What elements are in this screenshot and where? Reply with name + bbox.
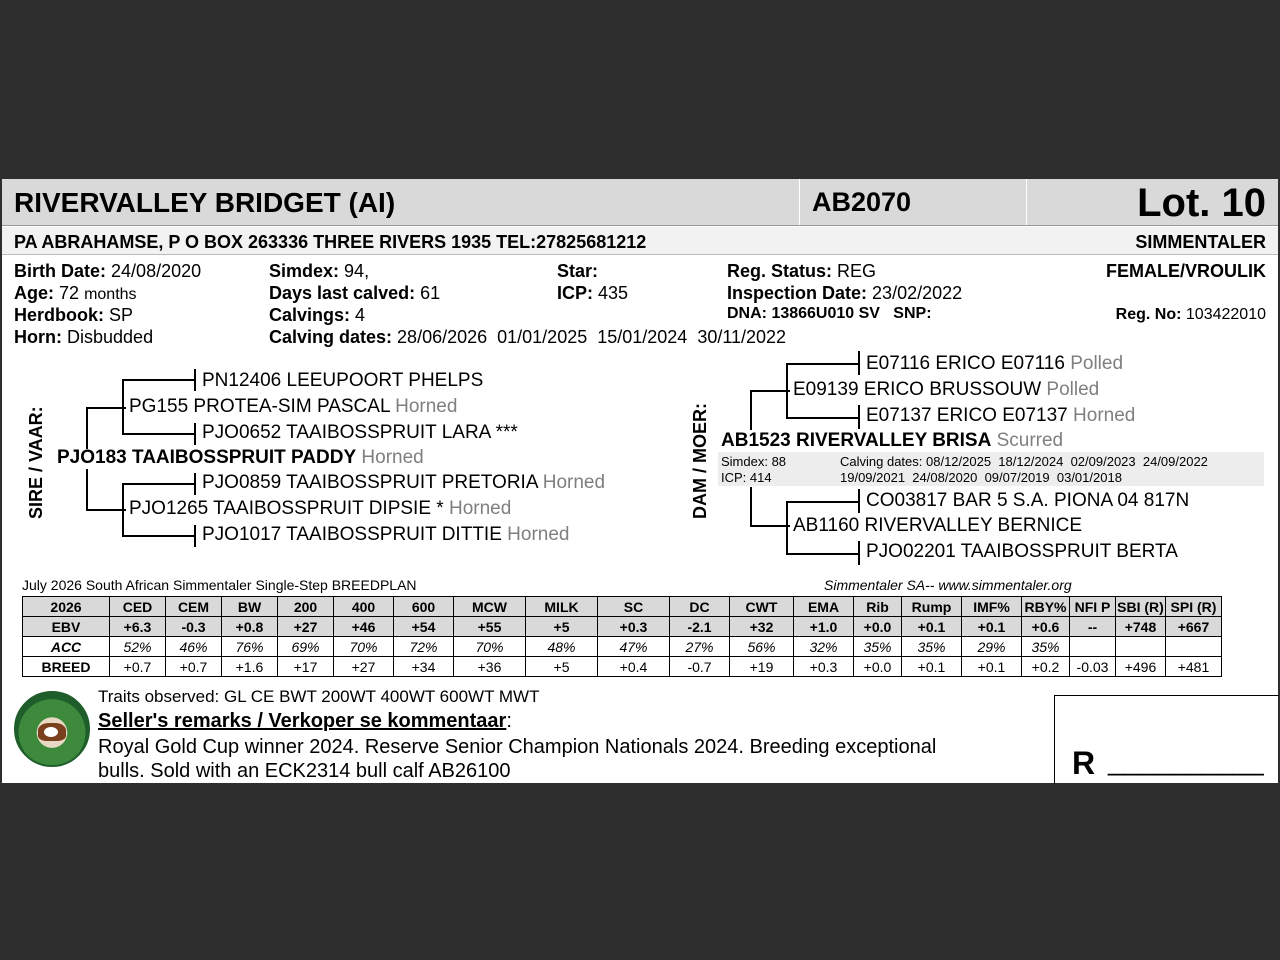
dam-calving-dates-1: Calving dates: 08/12/2025 18/12/2024 02/09/2023 24/09/2022 — [840, 454, 1208, 469]
age: Age: 72 months — [14, 283, 137, 303]
acc-cell-2: 46% — [166, 637, 222, 657]
ebv-header-cell-5: 400 — [334, 597, 394, 617]
ebv-cell-0: EBV — [23, 617, 110, 637]
acc-cell-10: 27% — [670, 637, 730, 657]
dam-dam-dam: PJO02201 TAAIBOSSPRUIT BERTA — [866, 541, 1178, 562]
ebv-header-cell-18: SBI (R) — [1117, 598, 1164, 615]
dam-dam-sire: CO03817 BAR 5 S.A. PIONA 04 817N — [866, 490, 1190, 511]
ebv-cell-1: +6.3 — [110, 617, 166, 637]
remarks-line-2: bulls. Sold with an ECK2314 bull calf AB26100 — [98, 760, 511, 782]
calvings: Calvings: 4 — [269, 305, 366, 325]
ebv-header-cell-6: 600 — [394, 597, 454, 617]
dam-sire-sire: E07116 ERICO E07116 Polled — [866, 353, 1124, 374]
dam-dam: AB1160 RIVERVALLEY BERNICE — [793, 515, 1083, 536]
breed-cell-3: +1.6 — [222, 657, 278, 677]
remarks-heading: Seller's remarks / Verkoper se kommentaar: — [98, 710, 512, 732]
breed-name: SIMMENTALER — [1135, 232, 1266, 252]
ebv-cell-10: -2.1 — [670, 617, 730, 637]
ebv-row — [23, 617, 1222, 637]
ebv-header-cell-17: NFI P — [1070, 597, 1116, 617]
breed-cell-12: +0.3 — [794, 657, 854, 677]
ebv-cell-4: +27 — [278, 617, 334, 637]
simmentaler-logo-icon — [14, 691, 90, 767]
acc-cell-19 — [1166, 637, 1222, 657]
ebv-header-cell-7: MCW — [454, 597, 526, 617]
breedplan-site: Simmentaler SA-- www.simmentaler.org — [824, 577, 1072, 593]
traits-observed: Traits observed: GL CE BWT 200WT 400WT 600WT MWT — [98, 687, 540, 706]
breed-cell-4: +17 — [278, 657, 334, 677]
ebv-header-cell-2: CEM — [166, 597, 222, 617]
bid-r-label: R — [1072, 745, 1096, 781]
acc-cell-15: 29% — [962, 637, 1022, 657]
dam: AB1523 RIVERVALLEY BRISA Scurred — [721, 430, 1064, 451]
acc-cell-6: 72% — [394, 637, 454, 657]
breed-cell-16: +0.2 — [1022, 657, 1070, 677]
ebv-cell-9: +0.3 — [598, 617, 670, 637]
breed-cell-9: +0.4 — [598, 657, 670, 677]
ebv-header-cell-9: SC — [598, 597, 670, 617]
acc-row — [23, 637, 1222, 657]
calving-dates: Calving dates: 28/06/2026 01/01/2025 15/01/2024 30/11/2022 — [269, 327, 787, 347]
acc-cell-0: ACC — [23, 637, 110, 657]
acc-cell-18 — [1116, 637, 1166, 657]
sire: PJO183 TAAIBOSSPRUIT PADDY Horned — [57, 447, 424, 468]
ebv-cell-8: +5 — [526, 617, 598, 637]
ebv-cell-12: +1.0 — [794, 617, 854, 637]
ebv-header-cell-8: MILK — [526, 597, 598, 617]
acc-cell-1: 52% — [110, 637, 166, 657]
breed-cell-2: +0.7 — [166, 657, 222, 677]
breed-cell-1: +0.7 — [110, 657, 166, 677]
ebv-header-cell-13: Rib — [854, 597, 902, 617]
acc-cell-8: 48% — [526, 637, 598, 657]
ebv-cell-18: +748 — [1116, 617, 1166, 637]
dam-sire: E09139 ERICO BRUSSOUW Polled — [793, 379, 1100, 400]
ebv-header-cell-0: 2026 — [23, 597, 110, 617]
acc-cell-17 — [1070, 637, 1116, 657]
inspection-date: Inspection Date: 23/02/2022 — [727, 283, 963, 303]
breed-cell-13: +0.0 — [854, 657, 902, 677]
dam-sire-dam: E07137 ERICO E07137 Horned — [866, 405, 1136, 426]
ebv-header-cell-15: IMF% — [962, 597, 1022, 617]
breed-cell-6: +34 — [394, 657, 454, 677]
acc-cell-5: 70% — [334, 637, 394, 657]
sire-sire-dam: PJO0652 TAAIBOSSPRUIT LARA *** — [202, 422, 518, 443]
acc-cell-11: 56% — [730, 637, 794, 657]
ebv-cell-6: +54 — [394, 617, 454, 637]
ebv-header-cell-4: 200 — [278, 597, 334, 617]
ebv-cell-3: +0.8 — [222, 617, 278, 637]
acc-cell-4: 69% — [278, 637, 334, 657]
acc-cell-12: 32% — [794, 637, 854, 657]
ebv-header-cell-10: DC — [670, 597, 730, 617]
birth-date: Birth Date: 24/08/2020 — [14, 261, 202, 281]
breedplan-caption: July 2026 South African Simmentaler Single-Step BREEDPLAN — [22, 577, 417, 593]
sire-dam-dam: PJO1017 TAAIBOSSPRUIT DITTIE Horned — [202, 524, 570, 545]
reg-number: Reg. No: 103422010 — [1115, 306, 1266, 323]
simdex: Simdex: 94, — [269, 261, 370, 281]
animal-code: AB2070 — [812, 187, 912, 217]
sire-sire-sire: PN12406 LEEUPOORT PHELPS — [202, 370, 484, 391]
lot-number: Lot. 10 — [1137, 181, 1266, 225]
breed-avg-row — [23, 657, 1222, 677]
ebv-header-cell-1: CED — [110, 597, 166, 617]
acc-cell-9: 47% — [598, 637, 670, 657]
dam-simdex: Simdex: 88 — [721, 454, 787, 469]
breed-cell-0: BREED — [23, 657, 110, 677]
breed-cell-17: -0.03 — [1070, 657, 1116, 677]
breed-cell-14: +0.1 — [902, 657, 962, 677]
acc-cell-16: 35% — [1022, 637, 1070, 657]
dna-snp: DNA: 13866U010 SV SNP: — [727, 305, 932, 322]
breed-cell-18: +496 — [1116, 657, 1166, 677]
acc-cell-3: 76% — [222, 637, 278, 657]
icp: ICP: 435 — [557, 283, 629, 303]
ebv-cell-19: +667 — [1166, 617, 1222, 637]
ebv-header-cell-14: Rump — [902, 597, 962, 617]
breed-cell-5: +27 — [334, 657, 394, 677]
dam-calving-dates-2: 19/09/2021 24/08/2020 09/07/2019 03/01/2018 — [840, 470, 1122, 485]
ebv-cell-13: +0.0 — [854, 617, 902, 637]
ebv-cell-2: -0.3 — [166, 617, 222, 637]
sex: FEMALE/VROULIK — [1106, 261, 1266, 281]
ebv-table — [22, 596, 1222, 677]
ebv-header-cell-3: BW — [222, 597, 278, 617]
ebv-cell-5: +46 — [334, 617, 394, 637]
dam-icp: ICP: 414 — [721, 470, 772, 485]
bid-blank-line[interactable]: __________ — [1108, 745, 1264, 776]
ebv-header-cell-11: CWT — [730, 597, 794, 617]
ebv-header-row — [23, 597, 1222, 617]
reg-status: Reg. Status: REG — [727, 261, 877, 281]
acc-cell-7: 70% — [454, 637, 526, 657]
lot-card — [2, 179, 1278, 783]
remarks-line-1: Royal Gold Cup winner 2024. Reserve Senior Champion Nationals 2024. Breeding exceptional — [98, 736, 937, 758]
animal-name: RIVERVALLEY BRIDGET (AI) — [14, 187, 396, 218]
days-last-calved: Days last calved: 61 — [269, 283, 441, 303]
breed-cell-8: +5 — [526, 657, 598, 677]
ebv-cell-15: +0.1 — [962, 617, 1022, 637]
breed-cell-10: -0.7 — [670, 657, 730, 677]
dam-label: DAM / MOER: — [690, 403, 710, 519]
herdbook: Herdbook: SP — [14, 305, 134, 325]
ebv-header-cell-12: EMA — [794, 597, 854, 617]
sire-dam-sire: PJO0859 TAAIBOSSPRUIT PRETORIA Horned — [202, 472, 606, 493]
ebv-header-cell-19: SPI (R) — [1166, 597, 1222, 617]
sire-label: SIRE / VAAR: — [26, 406, 46, 519]
acc-cell-13: 35% — [854, 637, 902, 657]
ebv-header-cell-16: RBY% — [1022, 597, 1070, 617]
breed-cell-19: +481 — [1166, 657, 1222, 677]
horn-status: Horn: Disbudded — [14, 327, 154, 347]
breed-cell-7: +36 — [454, 657, 526, 677]
ebv-cell-17: -- — [1070, 617, 1116, 637]
ebv-cell-11: +32 — [730, 617, 794, 637]
sire-sire: PG155 PROTEA-SIM PASCAL Horned — [129, 396, 458, 417]
ebv-cell-14: +0.1 — [902, 617, 962, 637]
breed-cell-15: +0.1 — [962, 657, 1022, 677]
owner-address: PA ABRAHAMSE, P O BOX 263336 THREE RIVERS 1935 TEL:27825681212 — [14, 232, 647, 252]
sire-dam: PJO1265 TAAIBOSSPRUIT DIPSIE * Horned — [129, 498, 512, 519]
ebv-cell-7: +55 — [454, 617, 526, 637]
ebv-cell-16: +0.6 — [1022, 617, 1070, 637]
star: Star: — [557, 261, 599, 281]
acc-cell-14: 35% — [902, 637, 962, 657]
breed-cell-11: +19 — [730, 657, 794, 677]
